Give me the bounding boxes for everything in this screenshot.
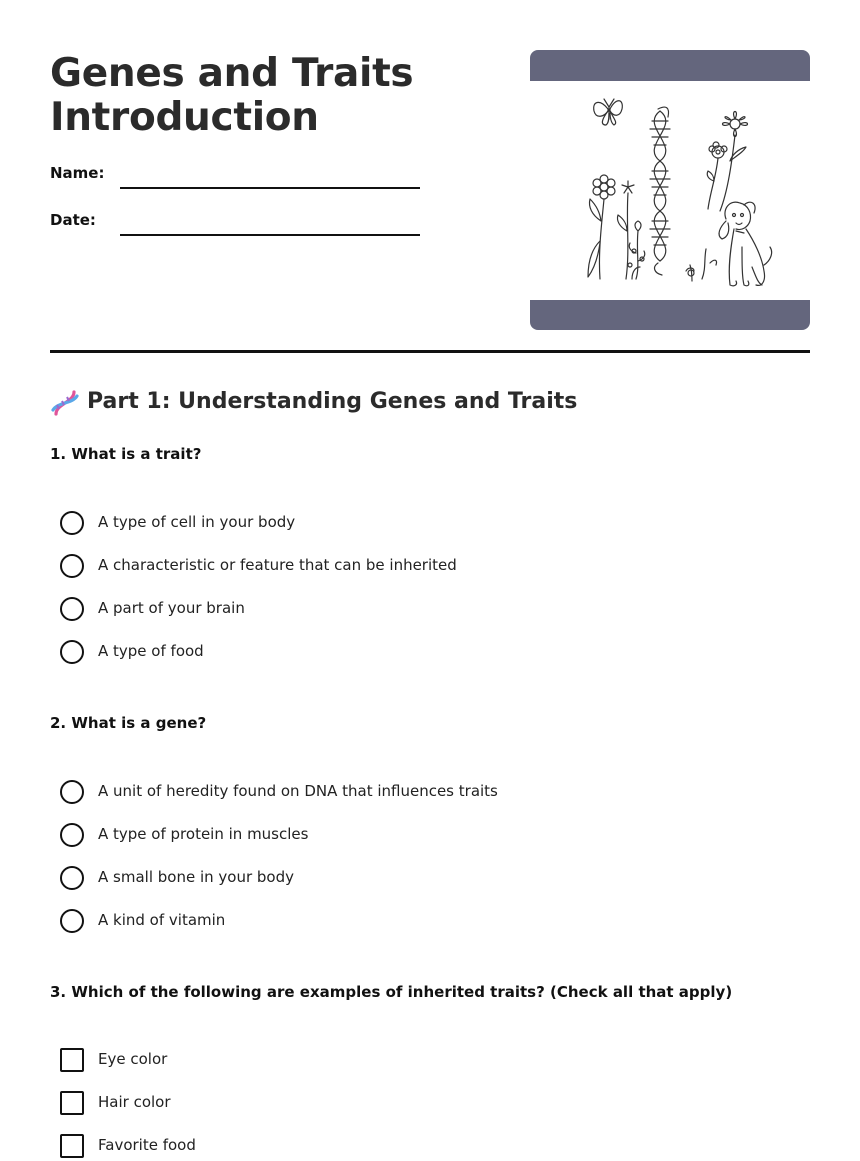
dna-flowers-dog-illustration <box>530 50 810 330</box>
q3-option-3[interactable] <box>60 1134 800 1160</box>
radio-button[interactable] <box>60 597 84 621</box>
option-label: A unit of heredity found on DNA that influences traits <box>98 782 498 800</box>
option-label: Hair color <box>98 1093 171 1111</box>
radio-button[interactable] <box>60 780 84 804</box>
option-label: A type of cell in your body <box>98 513 296 531</box>
q3-option-1[interactable] <box>60 1048 800 1074</box>
dog-drawing <box>719 202 772 286</box>
section-title: Part 1: Understanding Genes and Traits <box>87 389 578 414</box>
name-label: Name: <box>50 164 105 182</box>
illustration-drawing <box>530 81 810 300</box>
option-label: A type of food <box>98 642 204 660</box>
butterfly-icon <box>594 99 623 125</box>
illustration-band-top <box>530 50 810 81</box>
date-input-line[interactable] <box>120 234 420 236</box>
q2-option-1[interactable] <box>60 780 800 806</box>
date-label: Date: <box>50 211 96 229</box>
q3-option-2[interactable] <box>60 1091 800 1117</box>
option-label: A kind of vitamin <box>98 911 226 929</box>
q2-option-4[interactable] <box>60 909 800 935</box>
title-line-2: Introduction <box>50 95 319 140</box>
option-label: A type of protein in muscles <box>98 825 309 843</box>
dna-icon <box>50 388 80 418</box>
section-heading <box>50 388 810 422</box>
page-title <box>50 52 413 140</box>
radio-button[interactable] <box>60 511 84 535</box>
option-label: Eye color <box>98 1050 168 1068</box>
dna-helix-drawing <box>650 107 694 276</box>
checkbox[interactable] <box>60 1091 84 1115</box>
radio-button[interactable] <box>60 823 84 847</box>
name-input-line[interactable] <box>120 187 420 189</box>
radio-button[interactable] <box>60 640 84 664</box>
q1-option-2[interactable] <box>60 554 800 580</box>
radio-button[interactable] <box>60 554 84 578</box>
option-label: A part of your brain <box>98 599 245 617</box>
checkbox[interactable] <box>60 1048 84 1072</box>
title-line-1: Genes and Traits <box>50 51 414 96</box>
date-field <box>50 211 420 231</box>
left-flowers-drawing <box>588 175 645 279</box>
radio-button[interactable] <box>60 909 84 933</box>
option-label: A small bone in your body <box>98 868 294 886</box>
option-label: Favorite food <box>98 1136 196 1154</box>
q1-option-3[interactable] <box>60 597 800 623</box>
worksheet-page <box>50 0 810 1161</box>
option-label: A characteristic or feature that can be inherited <box>98 556 457 574</box>
q2-option-3[interactable] <box>60 866 800 892</box>
header-divider <box>50 350 810 353</box>
q1-option-1[interactable] <box>60 511 800 537</box>
question-1: 1. What is a trait? <box>50 445 202 463</box>
worksheet-header <box>50 50 810 330</box>
right-flowers-drawing <box>686 112 748 282</box>
question-3: 3. Which of the following are examples of inherited traits? (Check all that apply) <box>50 983 733 1001</box>
name-field <box>50 164 420 184</box>
radio-button[interactable] <box>60 866 84 890</box>
q1-option-4[interactable] <box>60 640 800 666</box>
checkbox[interactable] <box>60 1134 84 1158</box>
question-2: 2. What is a gene? <box>50 714 207 732</box>
illustration-band-bottom <box>530 300 810 330</box>
q2-option-2[interactable] <box>60 823 800 849</box>
